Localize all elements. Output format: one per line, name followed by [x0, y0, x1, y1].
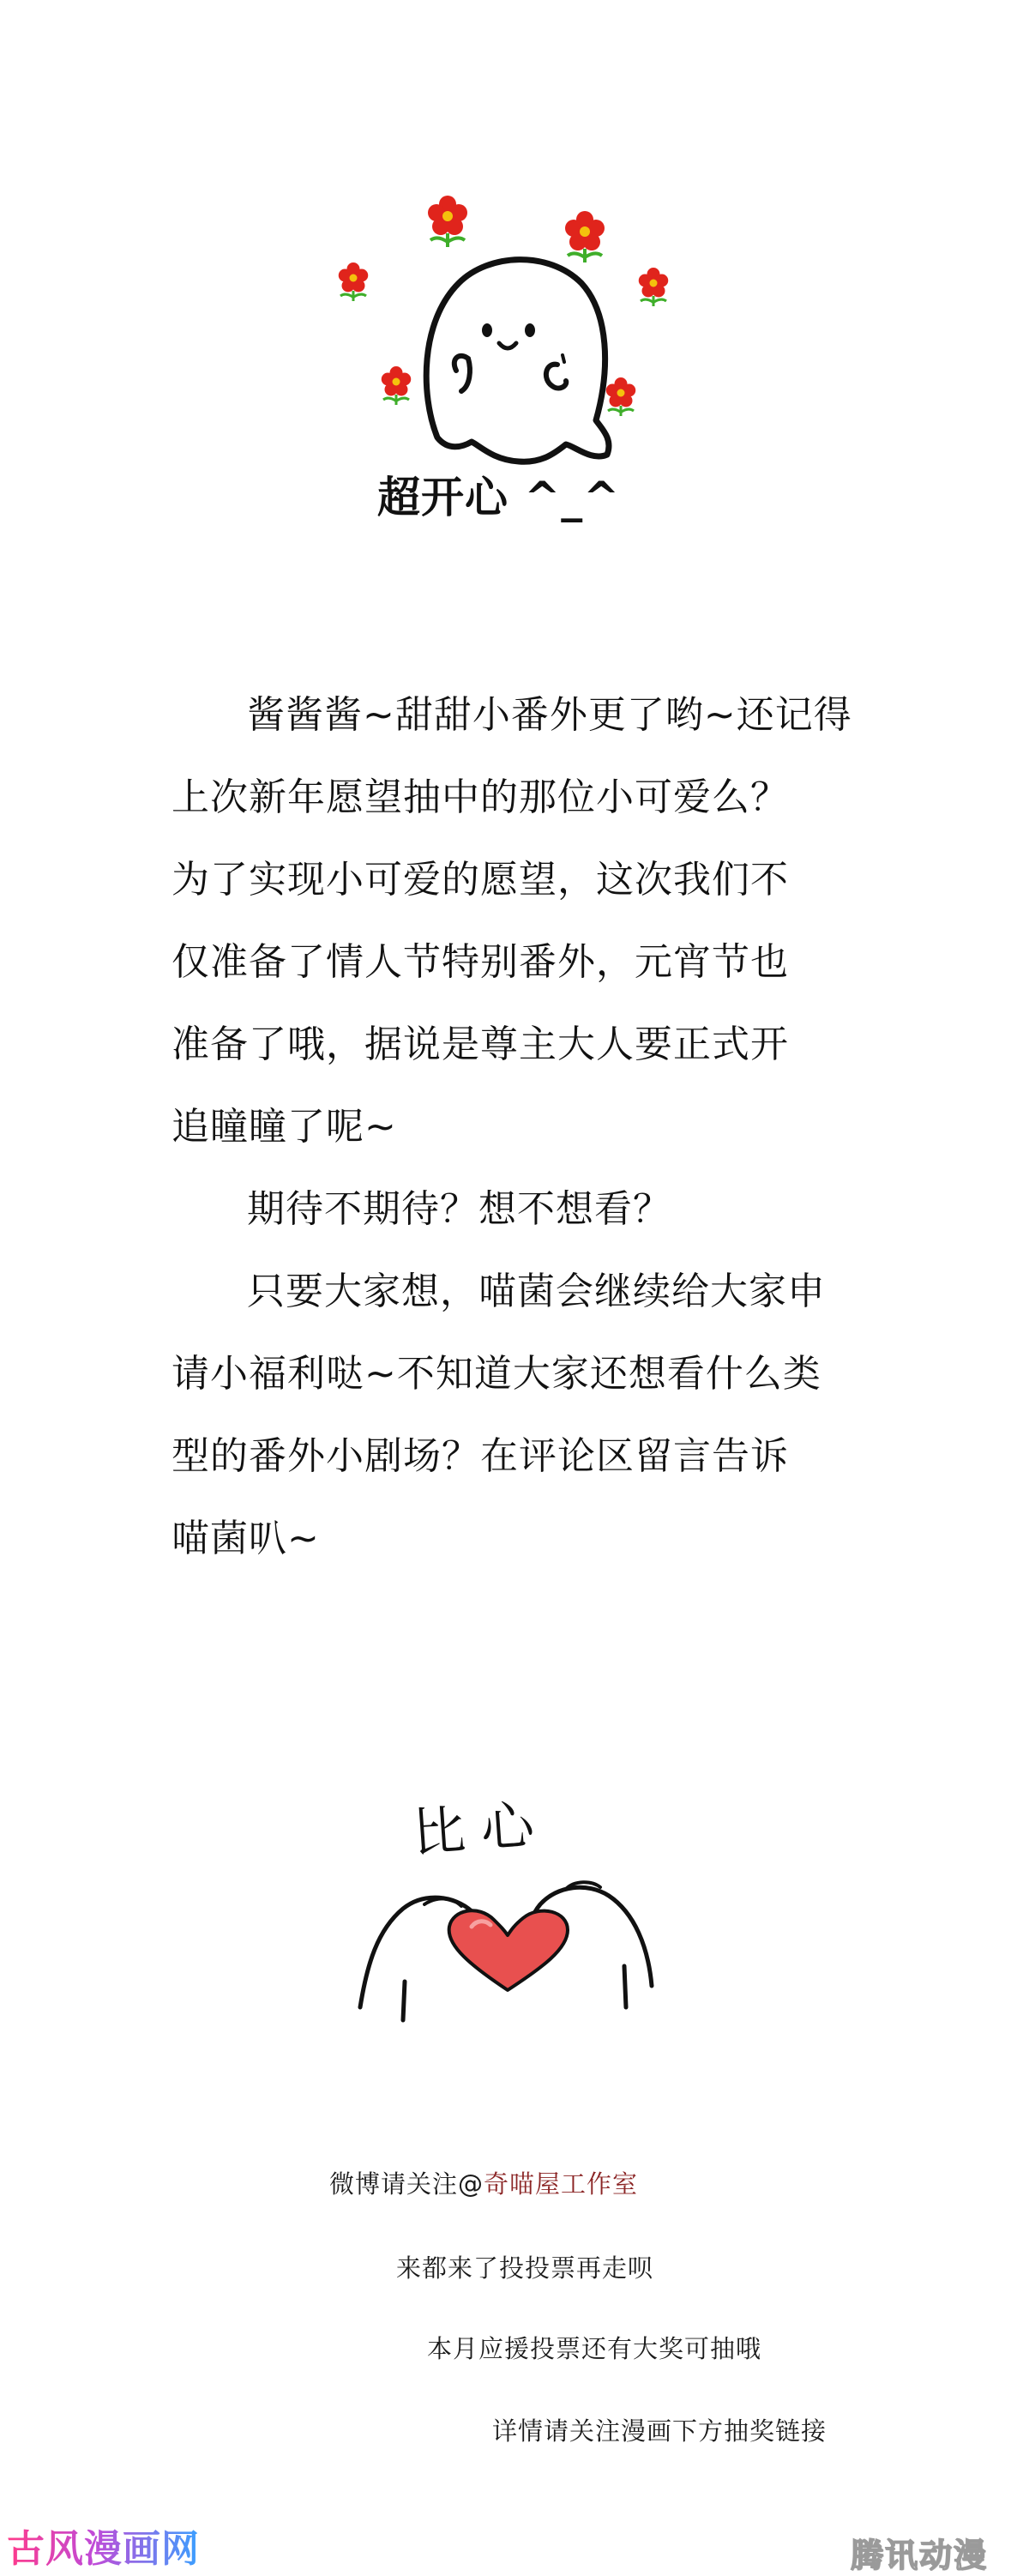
watermark-site-logo: 古风漫画网 [7, 2518, 200, 2573]
text-line: 追瞳瞳了呢~ [172, 1105, 397, 1149]
text-line: 酱酱酱~甜甜小番外更了哟~还记得 [247, 693, 852, 737]
paragraph-1 [172, 674, 926, 1168]
announcement-text [172, 674, 926, 1580]
prize-notice: 本月应援投票还有大奖可抽哦 [427, 2334, 762, 2363]
text-line: 仅准备了情人节特别番外，元宵节也 [172, 940, 789, 984]
text-line: 型的番外小剧场？在评论区留言告诉 [172, 1434, 789, 1478]
watermark-tencent-comic: 腾讯动漫 [851, 2537, 989, 2574]
vote-prompt: 来都来了投投票再走呗 [396, 2253, 654, 2283]
sticker-caption-finger-heart: 比心 [410, 1792, 552, 1865]
text-line: 上次新年愿望抽中的那位小可爱么？ [172, 775, 789, 819]
weibo-handle: 奇喵屋工作室 [484, 2169, 639, 2199]
weibo-follow-prefix: 微博请关注@ [329, 2169, 484, 2199]
paragraph-3 [172, 1251, 926, 1580]
text-line: 期待不期待？想不想看？ [247, 1187, 671, 1231]
text-line: 准备了哦，据说是尊主大人要正式开 [172, 1023, 789, 1066]
weibo-follow-line [329, 2165, 638, 2200]
paragraph-2 [172, 1168, 926, 1251]
text-line: 为了实现小可爱的愿望，这次我们不 [172, 858, 789, 902]
text-line: 请小福利哒~不知道大家还想看什么类 [172, 1352, 821, 1396]
text-line: 只要大家想，喵菌会继续给大家申 [247, 1270, 826, 1313]
text-line: 喵菌叭~ [172, 1517, 320, 1560]
details-notice: 详情请关注漫画下方抽奖链接 [492, 2416, 827, 2446]
sticker-caption-super-happy: 超开心 ^_^ [377, 473, 621, 522]
